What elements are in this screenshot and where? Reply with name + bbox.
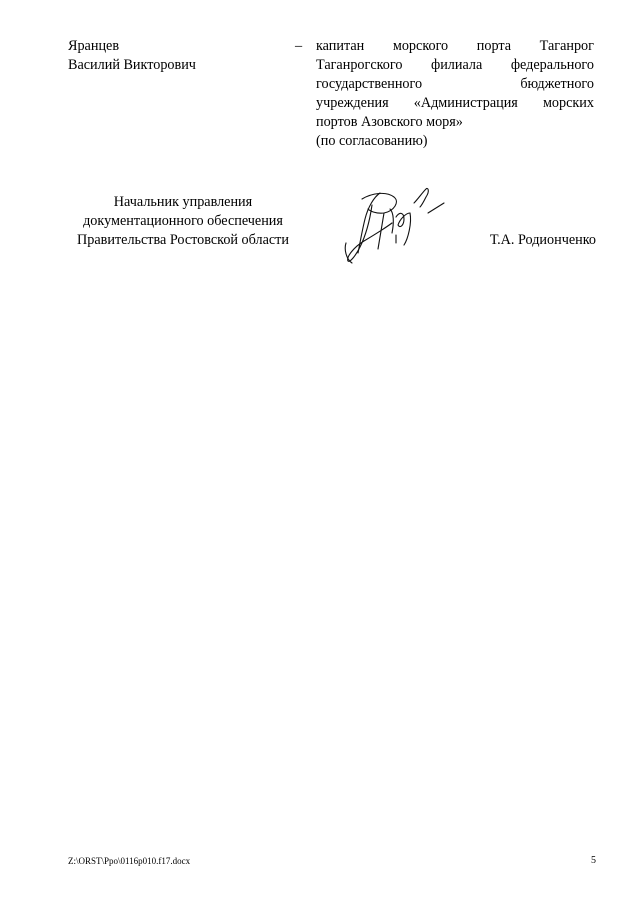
signatory-name: Т.А. Родионченко: [489, 232, 596, 248]
role-word: портов Азовского моря»: [316, 114, 463, 130]
role-word: порта: [476, 38, 512, 54]
person-name: [68, 37, 288, 75]
role-word: морских: [542, 95, 594, 111]
person-given-names: Василий Викторович: [68, 57, 196, 73]
role-word: капитан: [316, 38, 365, 54]
role-word: «Администрация: [413, 95, 518, 111]
signatory-title-line: Правительства Ростовской области: [77, 232, 289, 248]
role-line: [316, 113, 594, 132]
role-word: (по согласованию): [316, 133, 428, 149]
person-surname: Яранцев: [68, 38, 120, 54]
role-word: учреждения: [316, 95, 389, 111]
role-word: Таганрогского: [316, 57, 403, 73]
dash-separator: –: [295, 38, 303, 54]
role-word: бюджетного: [520, 76, 594, 92]
signatory-title-line: документационного обеспечения: [83, 213, 283, 229]
role-line: [316, 56, 594, 75]
signatory-title: [68, 193, 298, 250]
footer-file-path: Z:\ORST\Ppo\0116p010.f17.docx: [68, 856, 191, 866]
role-word: государственного: [316, 76, 423, 92]
role-word: Таганрог: [539, 38, 594, 54]
role-line: [316, 75, 594, 94]
handwritten-signature-icon: [334, 183, 454, 269]
page-number: 5: [591, 855, 596, 866]
role-line: [316, 94, 594, 113]
role-word: морского: [392, 38, 449, 54]
signatory-title-line: Начальник управления: [113, 194, 253, 210]
role-line: [316, 132, 594, 151]
role-word: федерального: [510, 57, 594, 73]
role-line: [316, 37, 594, 56]
person-role: [316, 37, 594, 151]
role-word: филиала: [431, 57, 483, 73]
